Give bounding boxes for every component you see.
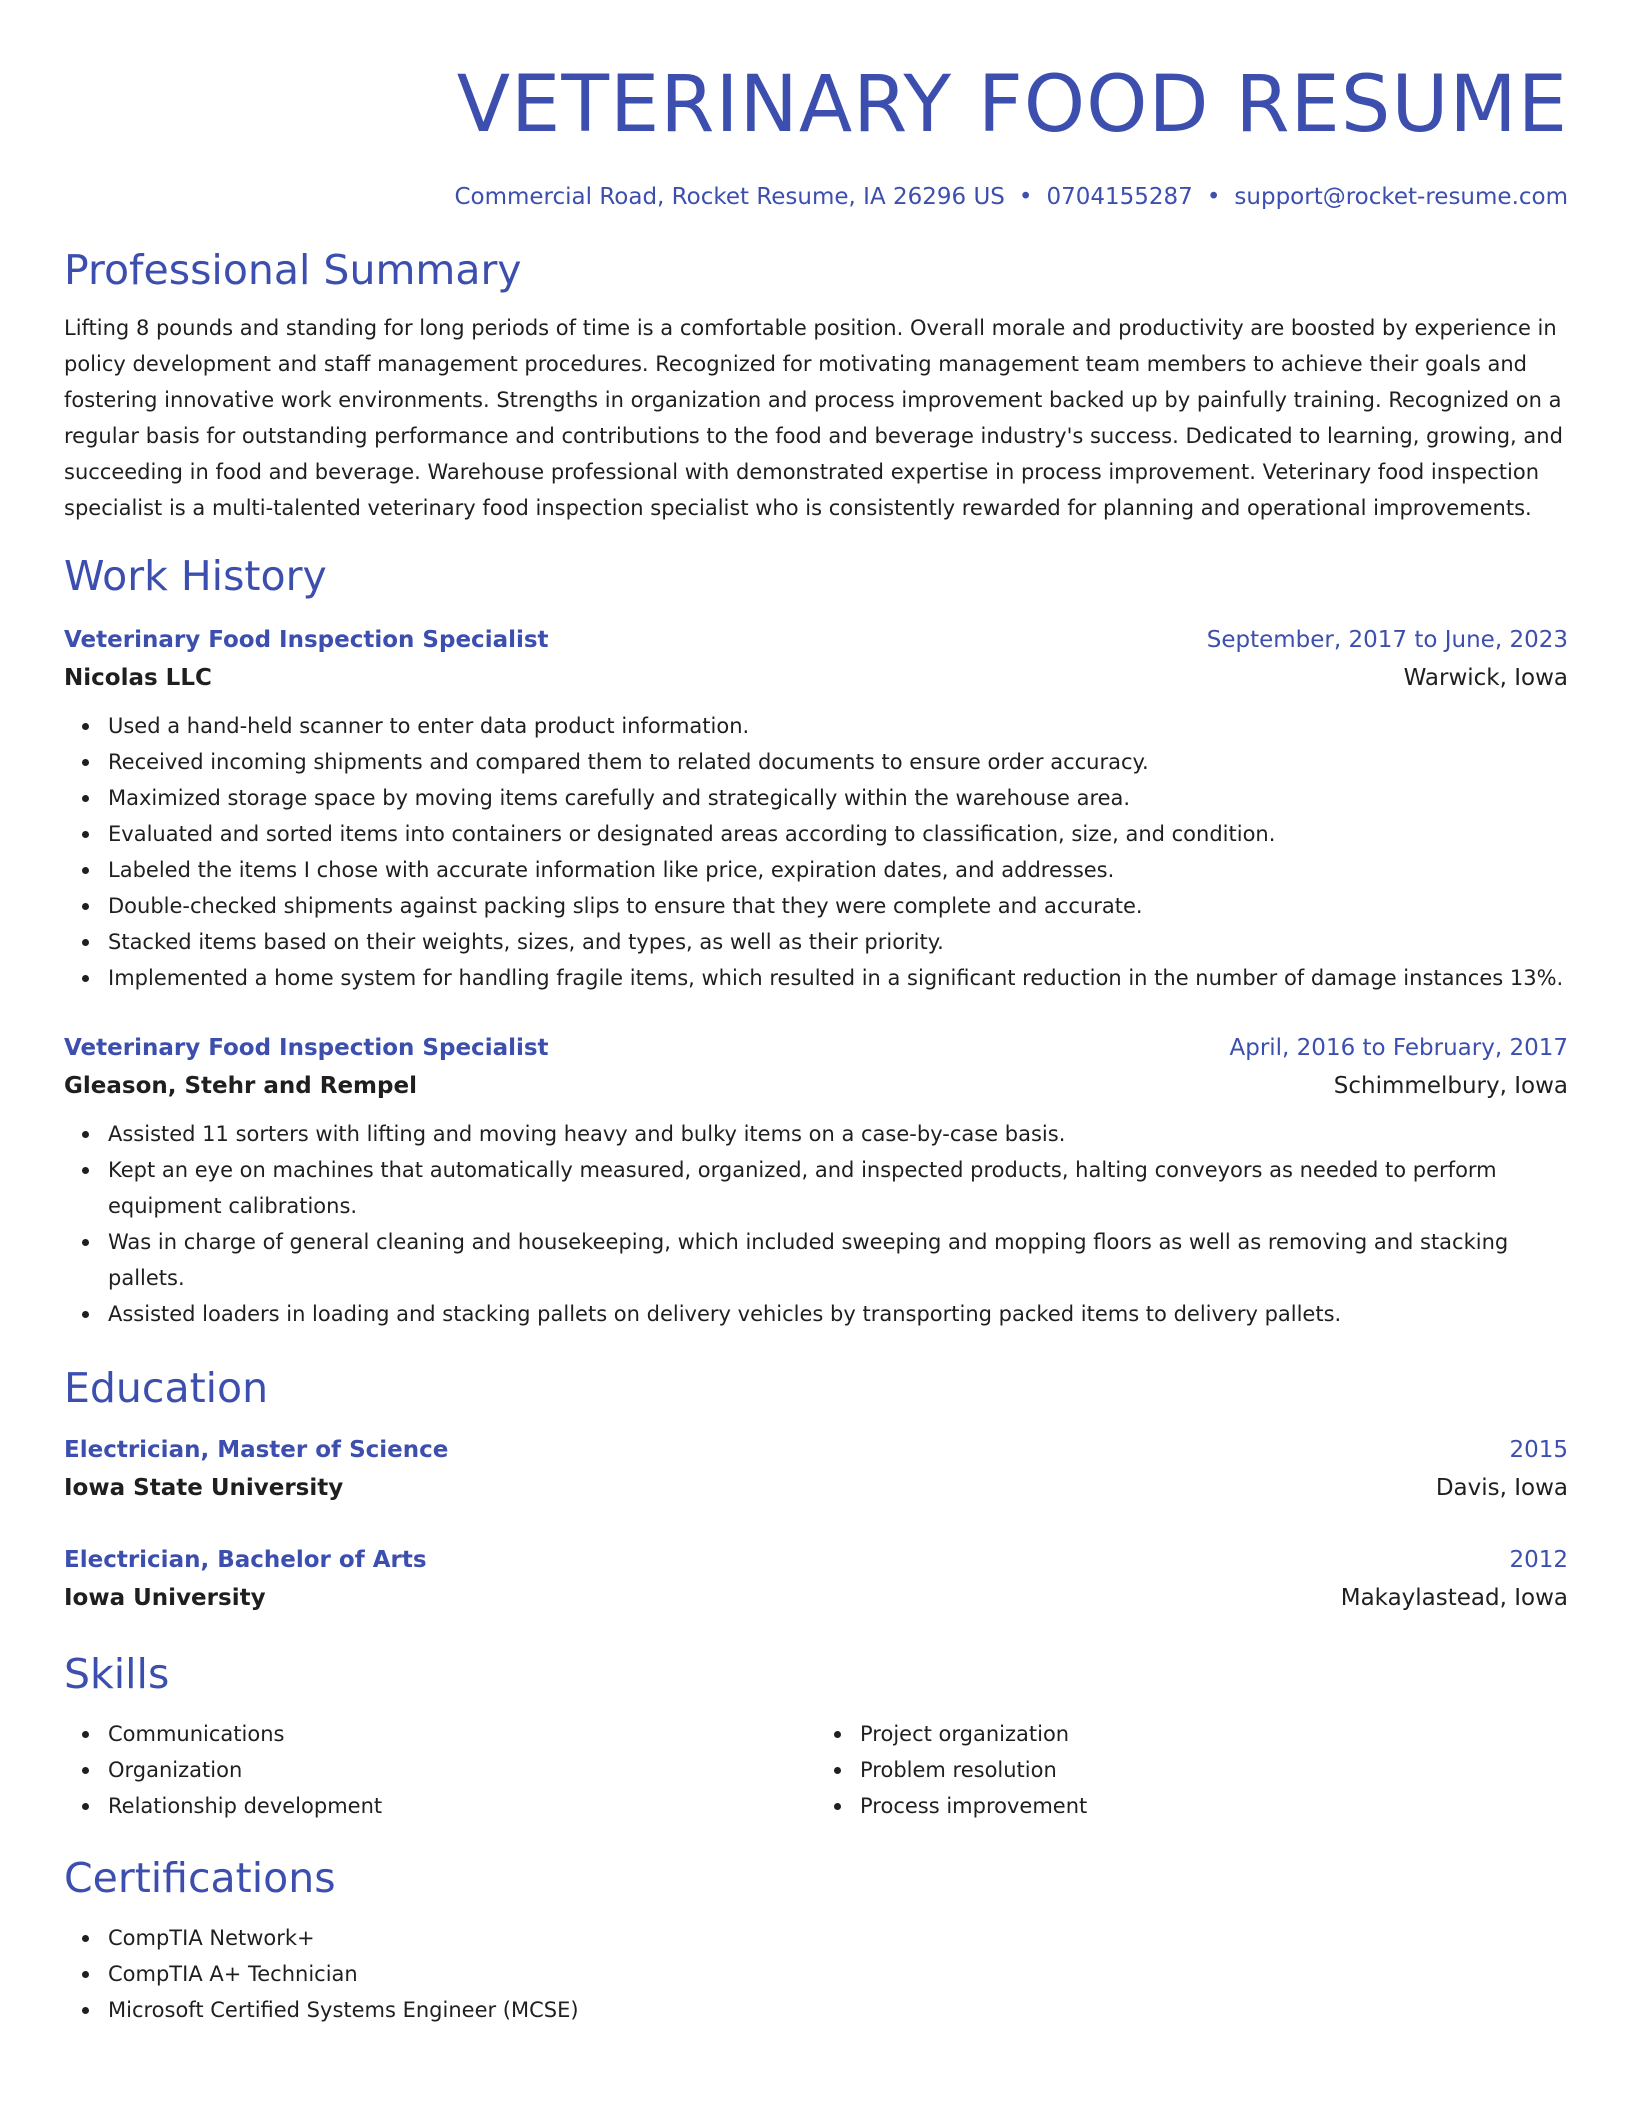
skill-item: Project organization <box>860 1716 1568 1752</box>
job-company-row <box>64 1066 1568 1106</box>
contact-address: Commercial Road, Rocket Resume, IA 26296 US <box>454 184 1005 210</box>
education-school-row <box>64 1468 1568 1508</box>
certifications-list <box>64 1920 1568 2028</box>
resume-header <box>64 50 1568 212</box>
section-title-education: Education <box>64 1364 269 1412</box>
skill-item: Process improvement <box>860 1788 1568 1824</box>
resume-name: VETERINARY FOOD RESUME <box>456 60 1568 150</box>
contact-separator: • <box>1018 184 1033 210</box>
summary-text: Lifting 8 pounds and standing for long periods of time is a comfortable position. Overall morale and productivity are boosted by experience in policy development and staff management procedures. Recognized for motivating management team members to achieve their goals and fostering innovative work environments. Strengths in organization and process improvement backed up by painfully training. Recognized on a regular basis for outstanding performance and contributions to the food and beverage industry's success. Dedicated to learning, growing, and succeeding in food and beverage. Warehouse professional with demonstrated expertise in process improvement. Veterinary food inspection specialist is a multi-talented veterinary food inspection specialist who is consistently rewarded for planning and operational improvements. <box>64 316 1563 520</box>
education-entry <box>64 1542 1568 1618</box>
job-company: Gleason, Stehr and Rempel <box>64 1073 417 1099</box>
education-degree: Electrician, Master of Science <box>64 1437 449 1463</box>
education-school: Iowa University <box>64 1585 266 1611</box>
job-bullet: Double-checked shipments against packing slips to ensure that they were complete and accurate. <box>108 888 1568 924</box>
job-dates: September, 2017 to June, 2023 <box>1206 627 1568 653</box>
section-title-summary: Professional Summary <box>64 246 522 294</box>
section-title-skills: Skills <box>64 1650 170 1698</box>
job-dates: April, 2016 to February, 2017 <box>1229 1035 1568 1061</box>
education-year: 2015 <box>1509 1437 1568 1463</box>
education-entry <box>64 1432 1568 1508</box>
job-company: Nicolas LLC <box>64 665 212 691</box>
job-bullet: Stacked items based on their weights, sizes, and types, as well as their priority. <box>108 924 1568 960</box>
skills-grid <box>64 1716 1568 1824</box>
job-bullet: Kept an eye on machines that automatically measured, organized, and inspected products, halting conveyors as needed to perform equipment calibrations. <box>108 1152 1568 1224</box>
job-title: Veterinary Food Inspection Specialist <box>64 627 549 653</box>
job-title: Veterinary Food Inspection Specialist <box>64 1035 549 1061</box>
education-section <box>64 1360 1568 1618</box>
contact-line <box>64 182 1568 212</box>
job-bullets <box>64 708 1568 996</box>
contact-email[interactable]: support@rocket-resume.com <box>1234 184 1568 210</box>
job-entry <box>64 1030 1568 1332</box>
education-school-row <box>64 1578 1568 1618</box>
certification-item: Microsoft Certified Systems Engineer (MCSE) <box>108 1992 1568 2028</box>
contact-phone: 0704155287 <box>1046 184 1193 210</box>
skill-item: Communications <box>108 1716 816 1752</box>
work-history-section <box>64 548 1568 1332</box>
skills-column-left <box>64 1716 816 1824</box>
job-bullet: Maximized storage space by moving items carefully and strategically within the warehouse area. <box>108 780 1568 816</box>
job-header-row <box>64 1030 1568 1066</box>
job-bullet: Received incoming shipments and compared them to related documents to ensure order accuracy. <box>108 744 1568 780</box>
section-title-certifications: Certifications <box>64 1854 336 1902</box>
skill-item: Problem resolution <box>860 1752 1568 1788</box>
summary-section <box>64 242 1568 526</box>
job-bullet: Labeled the items I chose with accurate information like price, expiration dates, and addresses. <box>108 852 1568 888</box>
education-location: Makaylastead, Iowa <box>1340 1585 1568 1611</box>
job-location: Warwick, Iowa <box>1403 665 1568 691</box>
skills-section <box>64 1646 1568 1824</box>
certification-item: CompTIA A+ Technician <box>108 1956 1568 1992</box>
education-school: Iowa State University <box>64 1475 344 1501</box>
certification-item: CompTIA Network+ <box>108 1920 1568 1956</box>
job-bullet: Was in charge of general cleaning and housekeeping, which included sweeping and mopping floors as well as removing and stacking pallets. <box>108 1224 1568 1296</box>
job-entry <box>64 622 1568 996</box>
education-year: 2012 <box>1509 1547 1568 1573</box>
contact-separator: • <box>1206 184 1221 210</box>
skill-item: Organization <box>108 1752 816 1788</box>
job-bullet: Assisted 11 sorters with lifting and moving heavy and bulky items on a case-by-case basis. <box>108 1116 1568 1152</box>
education-header-row <box>64 1432 1568 1468</box>
skill-item: Relationship development <box>108 1788 816 1824</box>
education-location: Davis, Iowa <box>1435 1475 1568 1501</box>
job-bullets <box>64 1116 1568 1332</box>
education-header-row <box>64 1542 1568 1578</box>
job-bullet: Evaluated and sorted items into containers or designated areas according to classification, size, and condition. <box>108 816 1568 852</box>
job-company-row <box>64 658 1568 698</box>
job-header-row <box>64 622 1568 658</box>
certifications-section <box>64 1850 1568 2028</box>
section-title-work-history: Work History <box>64 552 327 600</box>
job-bullet: Used a hand-held scanner to enter data product information. <box>108 708 1568 744</box>
skills-column-right <box>816 1716 1568 1824</box>
job-bullet: Assisted loaders in loading and stacking pallets on delivery vehicles by transporting packed items to delivery pallets. <box>108 1296 1568 1332</box>
education-degree: Electrician, Bachelor of Arts <box>64 1547 427 1573</box>
job-location: Schimmelbury, Iowa <box>1333 1073 1568 1099</box>
job-bullet: Implemented a home system for handling fragile items, which resulted in a significant reduction in the number of damage instances 13%. <box>108 960 1568 996</box>
